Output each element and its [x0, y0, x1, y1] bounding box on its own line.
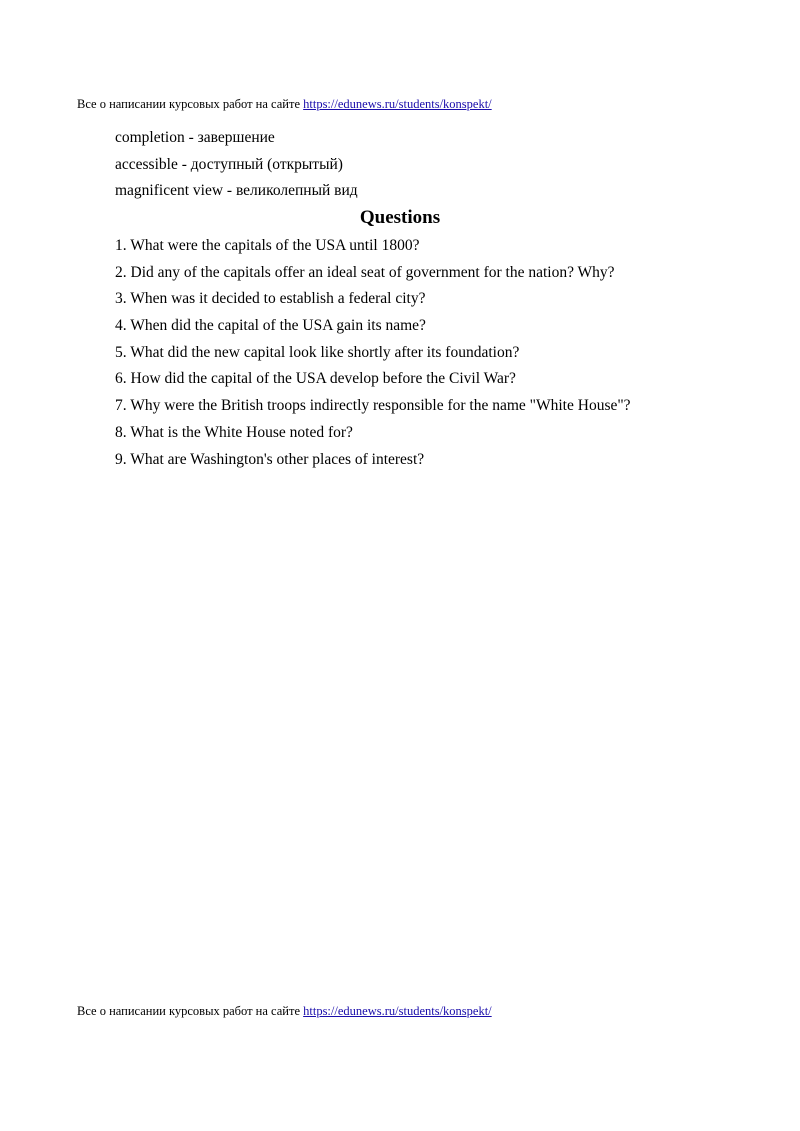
question-item: 5. What did the new capital look like shortly after its foundation? [115, 343, 520, 361]
page-header [77, 97, 492, 112]
footer-text: Все о написании курсовых работ на сайте [77, 1004, 300, 1018]
questions-list [115, 236, 631, 476]
question-item: 8. What is the White House noted for? [115, 423, 353, 441]
vocabulary-item: completion - завершение [115, 129, 275, 146]
vocabulary-item: accessible - доступный (открытый) [115, 155, 343, 173]
header-site-link[interactable]: https://edunews.ru/students/konspekt/ [303, 97, 492, 111]
question-item: 3. When was it decided to establish a federal city? [115, 290, 426, 308]
question-item: 1. What were the capitals of the USA until 1800? [115, 237, 420, 254]
questions-heading: Questions [359, 207, 441, 228]
page-footer [77, 1004, 492, 1019]
header-text: Все о написании курсовых работ на сайте [77, 97, 300, 111]
vocabulary-list [115, 128, 358, 208]
footer-site-link[interactable]: https://edunews.ru/students/konspekt/ [303, 1004, 492, 1018]
question-item: 4. When did the capital of the USA gain its name? [115, 317, 426, 335]
question-item: 9. What are Washington's other places of interest? [115, 450, 425, 468]
question-item: 6. How did the capital of the USA develop before the Civil War? [115, 370, 516, 388]
question-item: 2. Did any of the capitals offer an ideal seat of government for the nation? Why? [115, 263, 615, 281]
vocabulary-item: magnificent view - великолепный вид [115, 182, 358, 200]
question-item: 7. Why were the British troops indirectly responsible for the name "White House"? [115, 397, 631, 415]
